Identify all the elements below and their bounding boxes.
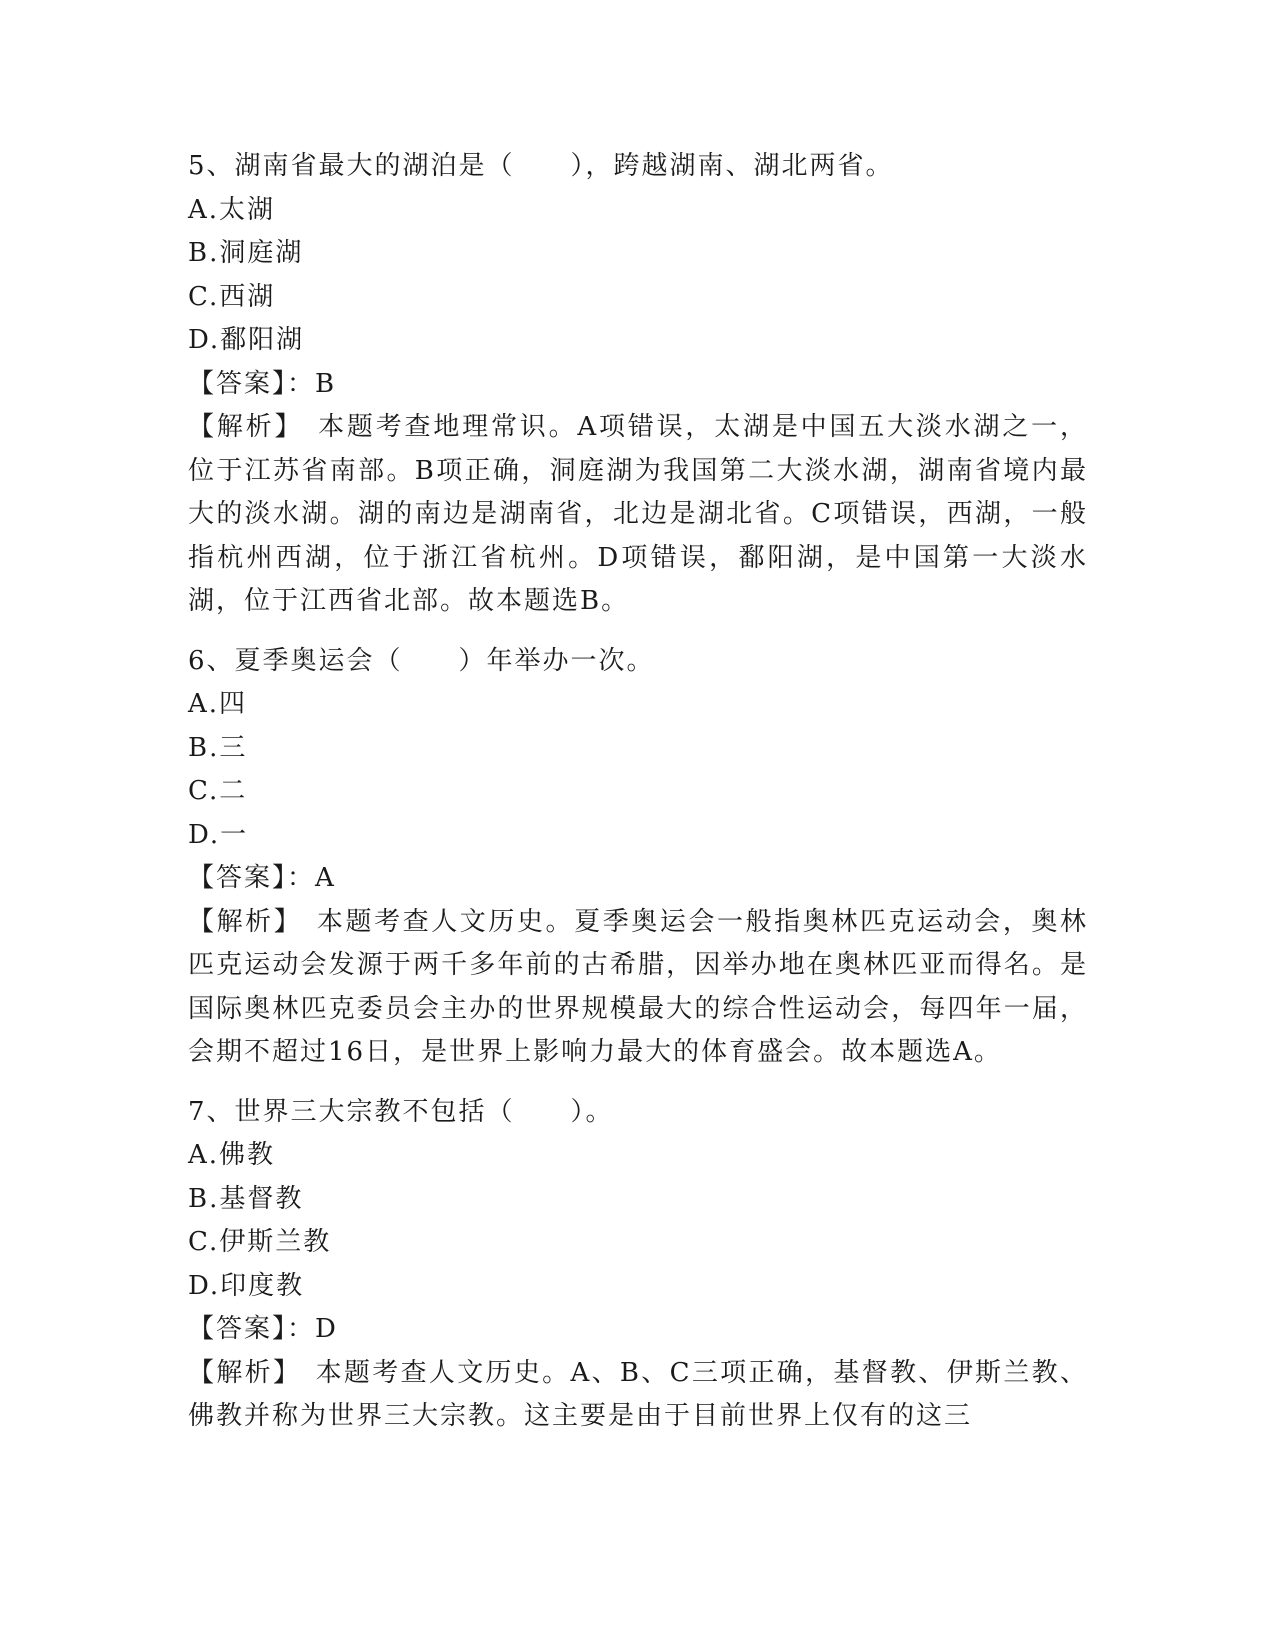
option-d: D.印度教	[188, 1270, 305, 1301]
option-d: D.一	[188, 819, 249, 850]
analysis-text: 本题考查地理常识。A项错误，太湖是中国五大淡水湖之一，位于江苏省南部。B项正确，洞庭湖为我国第二大淡水湖，湖南省境内最大的淡水湖。湖的南边是湖南省，北边是湖北省。C项错误，西湖，一般指杭州西湖，位于浙江省杭州。D项错误，鄱阳湖，是中国第一大淡水湖，位于江西省北部。故本题选B。	[188, 412, 1088, 616]
analysis-label: 【解析】	[188, 412, 304, 442]
analysis-text: 本题考查人文历史。A、B、C三项正确，基督教、伊斯兰教、佛教并称为世界三大宗教。这主要是由于目前世界上仅有的这三	[188, 1357, 1088, 1431]
answer-line	[188, 1308, 1088, 1352]
answer-label: 【答案】：	[188, 1314, 316, 1344]
option-c: C.二	[188, 776, 248, 806]
question-stem: 5、湖南省最大的湖泊是（ ），跨越湖南、湖北两省。	[188, 151, 894, 181]
option-a: A.太湖	[188, 194, 276, 225]
option-a: A.佛教	[188, 1140, 276, 1170]
answer-value: A	[315, 863, 336, 893]
question-stem: 6、夏季奥运会（ ）年举办一次。	[188, 645, 655, 676]
option-d: D.鄱阳湖	[188, 325, 305, 355]
question-6	[188, 640, 1088, 1075]
analysis-label: 【解析】	[188, 906, 303, 937]
answer-label: 【答案】：	[188, 368, 316, 399]
question-7	[188, 1091, 1088, 1439]
answer-line	[188, 363, 1088, 407]
option-c: C.西湖	[188, 281, 276, 312]
option-c: C.伊斯兰教	[188, 1227, 332, 1257]
question-stem: 7、世界三大宗教不包括（ ）。	[188, 1096, 614, 1127]
option-b: B.三	[188, 732, 248, 763]
document-page	[188, 145, 1088, 1455]
answer-label: 【答案】：	[188, 863, 316, 893]
question-5	[188, 145, 1088, 624]
answer-value: D	[315, 1314, 338, 1344]
answer-line	[188, 857, 1088, 901]
option-a: A.四	[188, 689, 248, 719]
analysis-paragraph	[188, 1352, 1088, 1439]
analysis-paragraph	[188, 901, 1088, 1075]
analysis-text: 本题考查人文历史。夏季奥运会一般指奥林匹克运动会，奥林匹克运动会发源于两千多年前的古希腊，因举办地在奥林匹亚而得名。是国际奥林匹克委员会主办的世界规模最大的综合性运动会，每四年一届，会期不超过16日，是世界上影响力最大的体育盛会。故本题选A。	[188, 906, 1088, 1067]
analysis-paragraph	[188, 406, 1088, 624]
analysis-label: 【解析】	[188, 1357, 302, 1388]
option-b: B.洞庭湖	[188, 238, 304, 268]
answer-value: B	[315, 368, 337, 399]
option-b: B.基督教	[188, 1183, 304, 1214]
